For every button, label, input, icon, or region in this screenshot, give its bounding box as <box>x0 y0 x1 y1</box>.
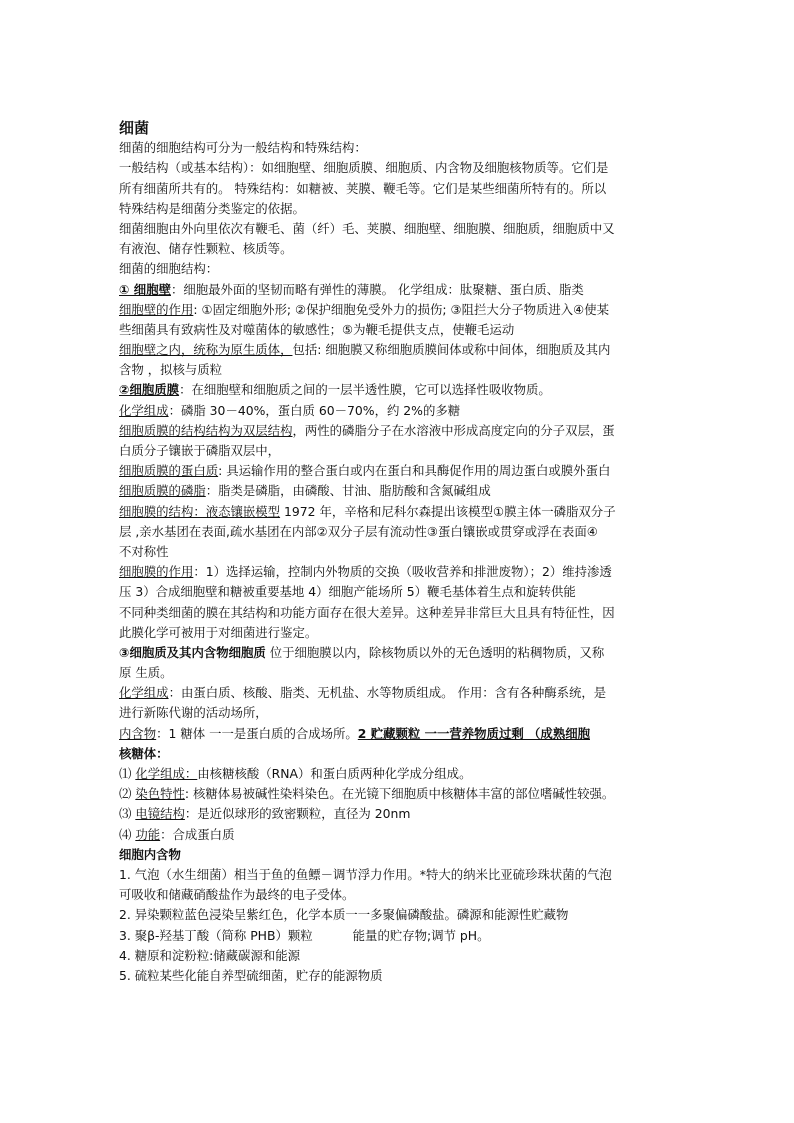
text-line: 化学组成：磷脂 30－40%，蛋白质 60－70%，约 2%的多糖 <box>119 402 461 418</box>
section-heading-cell-wall: ① 细胞壁 <box>119 281 171 297</box>
list-item: ⑶ 电镜结构：是近似球形的致密颗粒，直径为 20nm <box>119 806 411 822</box>
list-item: ⑷ 功能：合成蛋白质 <box>119 826 235 842</box>
text-line: 原 生质。 <box>119 665 173 681</box>
subheading: 细胞膜的结构：液态镶嵌模型 <box>119 503 281 519</box>
document-body <box>119 118 679 986</box>
text-line: 细胞质膜的结构结构为双层结构，两性的磷脂分子在水溶液中形成高度定向的分子双层，蛋 <box>119 422 615 438</box>
text-line: 细胞壁之内，统称为原生质体，包括: 细胞膜又称细胞质膜间体或称中间体，细胞质及其内 <box>119 342 611 358</box>
section-heading-inclusions: 细胞内含物 <box>119 846 181 862</box>
text-line: 不对称性 <box>119 543 169 559</box>
list-item: 1. 气泡（水生细菌）相当于鱼的鱼鳔－调节浮力作用。*特大的纳米比亚硫珍珠状菌的气泡 <box>119 866 612 882</box>
list-item: ⑵ 染色特性: 核糖体易被碱性染料染色。在光镜下细胞质中核糖体丰富的部位嗜碱性较强。 <box>119 786 615 802</box>
text-line: 细胞壁的作用: ①固定细胞外形; ②保护细胞免受外力的损伤; ③阻拦大分子物质进入④使某 <box>119 301 610 317</box>
list-item: 4. 糖原和淀粉粒:储藏碳源和能源 <box>119 947 301 963</box>
text-line: 细胞膜的作用：1）选择运输，控制内外物质的交换（吸收营养和排泄废物）；2）维持渗透 <box>119 564 612 580</box>
subheading: 细胞质膜的蛋白质 <box>119 463 219 479</box>
text-line: 内含物：1 糖体 一一是蛋白质的合成场所。2 贮藏颗粒 一一营养物质过剩 （成熟细胞 <box>119 725 590 741</box>
subheading: 细胞膜的作用 <box>119 564 194 580</box>
list-item: 3. 聚β-羟基丁酸（简称 PHB）颗粒 能量的贮存物;调节 pH。 <box>119 927 490 943</box>
list-item: 2. 异染颗粒蓝色浸染呈紫红色，化学本质一一多聚偏磷酸盐。磷源和能源性贮藏物 <box>119 907 569 923</box>
subheading: 内含物 <box>119 725 157 741</box>
text-line: 所有细菌所共有的。 特殊结构：如糖被、荚膜、鞭毛等。它们是某些细菌所特有的。所以 <box>119 180 607 196</box>
section-heading-ribosome: 核糖体： <box>119 745 169 761</box>
subheading: 细胞质膜的结构结构为双层结构 <box>119 422 293 438</box>
text-line: 不同种类细菌的膜在其结构和功能方面存在很大差异。这种差异非常巨大且具有特征性，因 <box>119 604 615 620</box>
text-line: 化学组成：由蛋白质、核酸、脂类、无机盐、水等物质组成。 作用：含有各种酶系统，是 <box>119 685 607 701</box>
section-heading-cytoplasm: ③细胞质及其内含物细胞质 <box>119 644 266 660</box>
subheading: 化学组成 <box>119 402 169 418</box>
text-line: ③细胞质及其内含物细胞质 位于细胞膜以内，除核物质以外的无色透明的粘稠物质，又称 <box>119 644 605 660</box>
subheading: 化学组成 <box>119 685 169 701</box>
list-item: ⑴ 化学组成：由核糖核酸（RNA）和蛋白质两种化学成分组成。 <box>119 766 472 781</box>
text-line: 细菌细胞由外向里依次有鞭毛、菌（纤）毛、荚膜、细胞壁、细胞膜、细胞质，细胞质中又 <box>119 220 615 236</box>
doc-title: 细菌 <box>119 119 150 137</box>
text-line: 可吸收和储藏硝酸盐作为最终的电子受体。 <box>119 887 355 903</box>
text-line: 压 3）合成细胞壁和糖被重要基地 4）细胞产能场所 5）鞭毛基体着生点和旋转供能 <box>119 584 576 600</box>
section-heading-membrane: ②细胞质膜 <box>119 382 180 398</box>
subheading: 细胞壁之内，统称为原生质体， <box>119 342 293 358</box>
text-line: 细菌的细胞结构： <box>119 261 219 277</box>
text-line: 含物 ，拟核与质粒 <box>119 362 223 378</box>
text-line: 些细菌具有致病性及对噬菌体的敏感性；⑤为鞭毛提供支点，使鞭毛运动 <box>119 321 515 337</box>
list-item: 5. 硫粒某些化能自养型硫细菌，贮存的能源物质 <box>119 967 383 983</box>
text-line: 进行新陈代谢的活动场所， <box>119 705 268 721</box>
text-line: 特殊结构是细菌分类鉴定的依据。 <box>119 200 305 216</box>
text-line: 细菌的细胞结构可分为一般结构和特殊结构： <box>119 140 367 156</box>
subheading: 细胞质膜的磷脂 <box>119 483 206 499</box>
text-line: 白质分子镶嵌于磷脂双层中， <box>119 443 281 458</box>
text-line: 细胞质膜的蛋白质: 具运输作用的整合蛋白或内在蛋白和具酶促作用的周边蛋白或膜外蛋白 <box>119 463 611 479</box>
text-line: 此膜化学可被用于对细菌进行鉴定。 <box>119 624 318 640</box>
text-line: 层 ,亲水基团在表面,疏水基团在内部②双分子层有流动性③蛋白镶嵌或贯穿或浮在表面④ <box>119 523 598 539</box>
text-line: 细胞质膜的磷脂：脂类是磷脂，由磷酸、甘油、脂肪酸和含氮碱组成 <box>119 483 491 499</box>
subheading-storage-granules: 2 贮藏颗粒 一一营养物质过剩 （成熟细胞 <box>357 725 590 741</box>
text-line: 细胞膜的结构：液态镶嵌模型 1972 年，辛格和尼科尔森提出该模型①膜主体一磷脂双分子 <box>119 503 616 519</box>
text-line: 有液泡、储存性颗粒、核质等。 <box>119 241 293 257</box>
text-line: 一般结构（或基本结构）：如细胞壁、细胞质膜、细胞质、内含物及细胞核物质等。它们是 <box>119 160 609 176</box>
subheading: 细胞壁的作用 <box>119 301 194 317</box>
text-line: ① 细胞壁：细胞最外面的坚韧而略有弹性的薄膜。 化学组成：肽聚糖、蛋白质、脂类 <box>119 281 584 297</box>
text-line: ②细胞质膜：在细胞壁和细胞质之间的一层半透性膜，它可以选择性吸收物质。 <box>119 382 551 398</box>
